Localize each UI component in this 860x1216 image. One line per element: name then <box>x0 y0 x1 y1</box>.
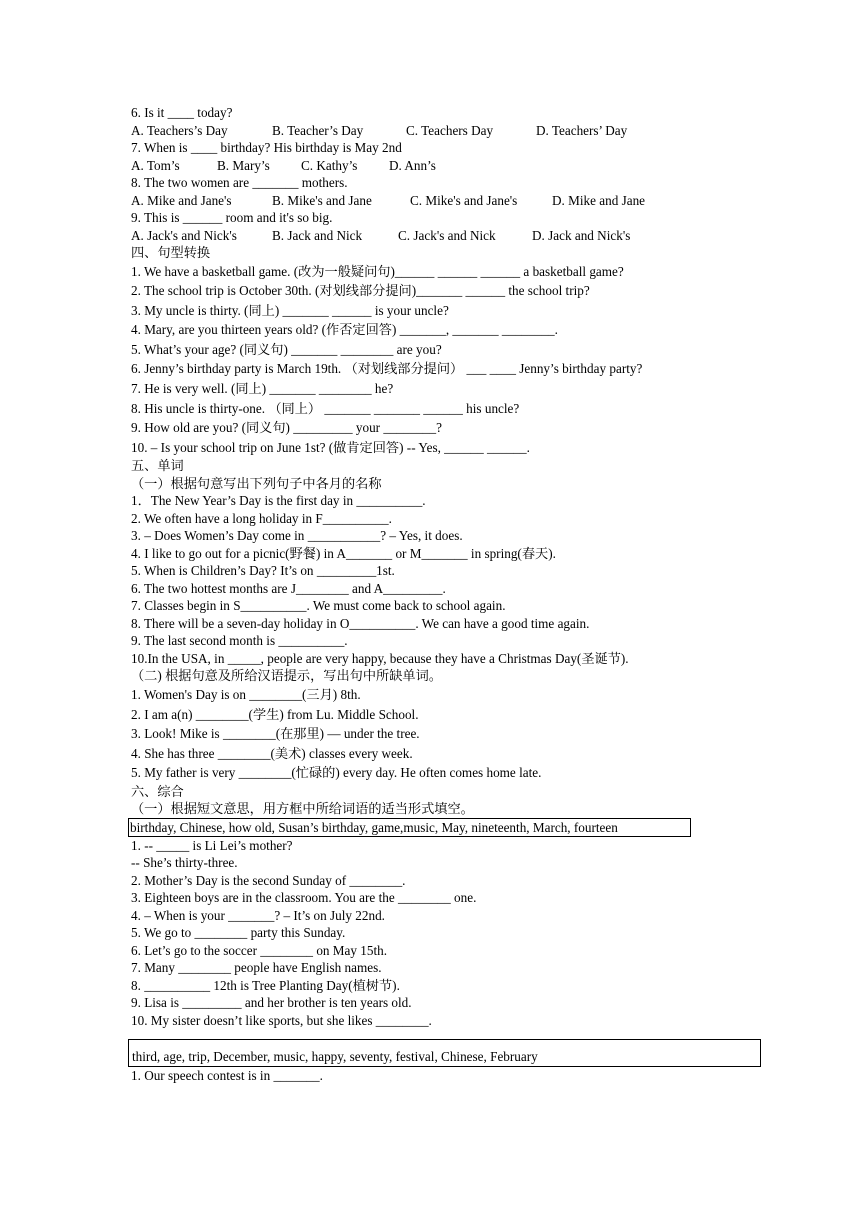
list-item: 3. My uncle is thirty. (同上) _______ ______ is your uncle? <box>131 302 449 318</box>
list-item: 8. __________ 12th is Tree Planting Day(植树节). <box>131 977 400 993</box>
sentence-transform-list <box>131 262 771 458</box>
word-box: birthday, Chinese, how old, Susan’s birthday, game,music, May, nineteenth, March, fourteen <box>128 818 691 837</box>
section-title: 四、句型转换 <box>131 245 211 260</box>
mc-question-8 <box>131 174 771 209</box>
subsection-title: （一）根据短文意思，用方框中所给词语的适当形式填空。 <box>131 801 474 817</box>
option-b: B. Jack and Nick <box>272 227 363 243</box>
options-row <box>131 192 771 210</box>
option-d: D. Teachers’ Day <box>536 122 628 138</box>
list-item: 2. We often have a long holiday in F__________. <box>131 510 392 526</box>
mc-question-9 <box>131 209 771 244</box>
option-b: B. Mary’s <box>217 157 270 173</box>
option-a: A. Mike and Jane's <box>131 192 232 208</box>
question-text: 9. This is ______ room and it's so big. <box>131 210 333 225</box>
list-item: -- She’s thirty-three. <box>131 855 238 871</box>
word-hint-list <box>131 685 771 783</box>
list-item: 5. When is Children’s Day? It’s on _________1st. <box>131 563 395 579</box>
list-item: 4. Mary, are you thirteen years old? (作否定回答) _______, _______ ________. <box>131 322 558 338</box>
subsection-title: （二) 根据句意及所给汉语提示，写出句中所缺单词。 <box>131 668 442 684</box>
list-item: 8. His uncle is thirty-one. （同上） _______ _______ ______ his uncle? <box>131 400 520 416</box>
fill-in-list <box>131 837 771 1030</box>
list-item: 6. Jenny’s birthday party is March 19th. （对划线部分提问） ___ ____ Jenny’s birthday party? <box>131 361 643 377</box>
list-item: 7. Classes begin in S__________. We must come back to school again. <box>131 598 506 614</box>
list-item: 8. There will be a seven-day holiday in O__________. We can have a good time again. <box>131 615 590 631</box>
mc-question-6 <box>131 104 771 139</box>
option-c: C. Kathy’s <box>301 157 358 173</box>
list-item: 1. We have a basketball game. (改为一般疑问句)______ ______ ______ a basketball game? <box>131 263 624 279</box>
list-item: 2. The school trip is October 30th. (对划线部分提问)_______ ______ the school trip? <box>131 283 590 299</box>
option-a: A. Tom’s <box>131 157 180 173</box>
list-item: 5. What’s your age? (同义句) _______ ________ are you? <box>131 341 442 357</box>
word-box: third, age, trip, December, music, happy, seventy, festival, Chinese, February <box>128 1039 761 1067</box>
list-item: 4. – When is your _______? – It’s on July 22nd. <box>131 907 385 923</box>
options-row <box>131 122 771 140</box>
section-title: 五、单词 <box>131 458 184 474</box>
option-c: C. Teachers Day <box>406 122 494 138</box>
worksheet <box>131 104 771 1085</box>
option-a: A. Jack's and Nick's <box>131 227 237 243</box>
question-text: 6. Is it ____ today? <box>131 105 233 120</box>
list-item: 10. My sister doesn’t like sports, but she likes ________. <box>131 1012 432 1028</box>
list-item: 1. Women's Day is on ________(三月) 8th. <box>131 686 361 702</box>
mc-question-7 <box>131 139 771 174</box>
option-a: A. Teachers’s Day <box>131 122 228 138</box>
list-item: 9. The last second month is __________. <box>131 633 348 649</box>
option-c: C. Jack's and Nick <box>398 227 496 243</box>
list-item: 4. She has three ________(美术) classes every week. <box>131 745 413 761</box>
option-b: B. Teacher’s Day <box>272 122 364 138</box>
list-item: 3. Look! Mike is ________(在那里) — under the tree. <box>131 726 420 742</box>
option-b: B. Mike's and Jane <box>272 192 372 208</box>
list-item: 7. Many ________ people have English names. <box>131 960 382 976</box>
list-item: 4. I like to go out for a picnic(野餐) in A_______ or M_______ in spring(春天). <box>131 545 556 561</box>
list-item: 2. Mother’s Day is the second Sunday of ________. <box>131 872 406 888</box>
options-row <box>131 227 771 245</box>
question-text: 7. When is ____ birthday? His birthday is May 2nd <box>131 140 402 155</box>
list-item: 6. The two hottest months are J________ and A_________. <box>131 580 446 596</box>
list-item: 3. – Does Women’s Day come in ___________? – Yes, it does. <box>131 528 463 544</box>
month-list <box>131 492 771 667</box>
list-item: 9. Lisa is _________ and her brother is ten years old. <box>131 995 412 1011</box>
list-item: 10.In the USA, in _____, people are very happy, because they have a Christmas Day(圣诞节). <box>131 650 629 666</box>
mc-section <box>131 104 771 244</box>
list-item: 1. Our speech contest is in _______. <box>131 1068 323 1084</box>
option-c: C. Mike's and Jane's <box>410 192 518 208</box>
list-item: 5. My father is very ________(忙碌的) every day. He often comes home late. <box>131 765 542 781</box>
list-item: 1. -- _____ is Li Lei’s mother? <box>131 837 293 853</box>
list-item: 7. He is very well. (同上) _______ ________ he? <box>131 381 394 397</box>
list-item: 10. – Is your school trip on June 1st? (做肯定回答) -- Yes, ______ ______. <box>131 439 530 455</box>
subsection-title: （一）根据句意写出下列句子中各月的名称 <box>131 475 382 491</box>
option-d: D. Ann’s <box>389 157 436 173</box>
fill-in-list-2 <box>131 1067 771 1085</box>
list-item: 1．The New Year’s Day is the first day in __________. <box>131 493 426 509</box>
list-item: 2. I am a(n) ________(学生) from Lu. Middle School. <box>131 706 419 722</box>
list-item: 5. We go to ________ party this Sunday. <box>131 925 346 941</box>
list-item: 6. Let’s go to the soccer ________ on May 15th. <box>131 942 388 958</box>
list-item: 3. Eighteen boys are in the classroom. You are the ________ one. <box>131 890 477 906</box>
list-item: 9. How old are you? (同义句) _________ your ________? <box>131 420 442 436</box>
section-title: 六、综合 <box>131 783 184 799</box>
option-d: D. Mike and Jane <box>552 192 646 208</box>
options-row <box>131 157 771 175</box>
option-d: D. Jack and Nick's <box>532 227 631 243</box>
question-text: 8. The two women are _______ mothers. <box>131 175 348 190</box>
